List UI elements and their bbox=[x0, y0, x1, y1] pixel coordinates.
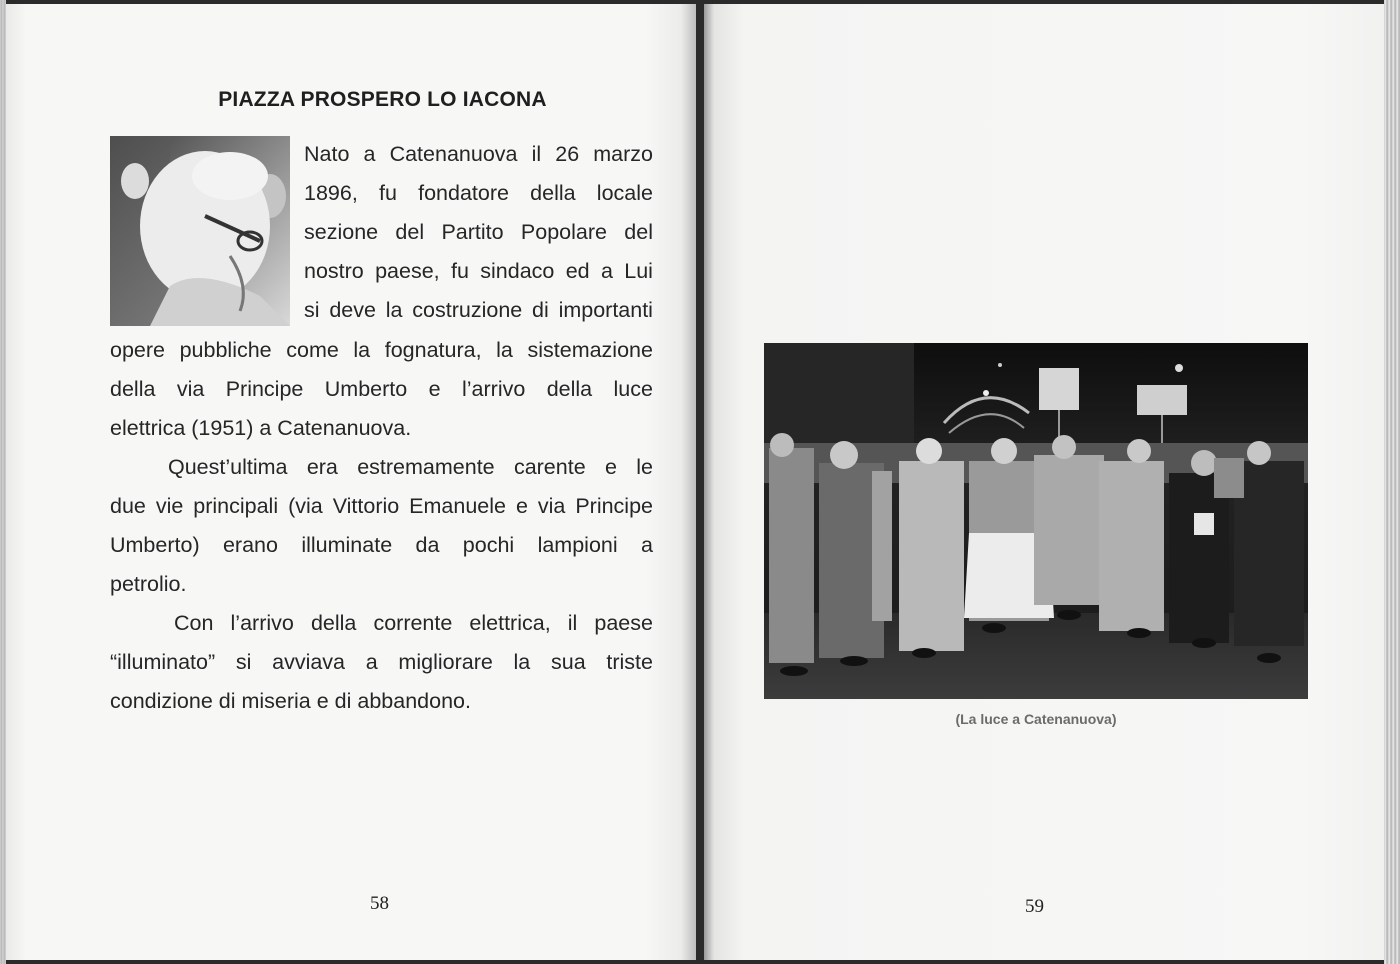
text-word: deve bbox=[329, 298, 376, 322]
text-word: l’arrivo bbox=[230, 611, 294, 635]
text-word: era bbox=[306, 455, 338, 479]
text-word: principali bbox=[193, 494, 279, 518]
text-word: la bbox=[496, 338, 513, 362]
text-word: “illuminato” bbox=[110, 650, 216, 674]
text-word: costruzione bbox=[412, 298, 523, 322]
text-word: della bbox=[310, 611, 357, 635]
text-line bbox=[304, 261, 653, 283]
text-word: e bbox=[428, 377, 441, 401]
text-word: a bbox=[365, 650, 378, 674]
text-word: fu bbox=[379, 181, 397, 205]
text-word: la bbox=[513, 650, 531, 674]
text-line bbox=[110, 379, 653, 401]
text-word: importanti bbox=[558, 298, 653, 322]
text-word: della bbox=[546, 377, 593, 401]
text-line bbox=[174, 613, 653, 635]
text-word: della bbox=[110, 377, 156, 401]
text-line bbox=[110, 652, 653, 674]
text-word: del bbox=[624, 220, 653, 244]
text-word: Quest’ultima bbox=[168, 455, 288, 479]
text-word: Lui bbox=[624, 259, 653, 283]
text-line bbox=[110, 340, 653, 362]
text-word: 1896, bbox=[304, 181, 358, 205]
text-word: paese bbox=[594, 611, 653, 635]
page-number-right: 59 bbox=[1025, 896, 1044, 917]
page-title: PIAZZA PROSPERO LO IACONA bbox=[218, 88, 547, 111]
text-word: Partito bbox=[441, 220, 504, 244]
text-word: nostro bbox=[304, 259, 364, 283]
page-edge-right bbox=[1384, 0, 1400, 964]
portrait-photo bbox=[110, 136, 290, 326]
text-word: sindaco bbox=[480, 259, 555, 283]
text-word: carente bbox=[513, 455, 586, 479]
text-word: lampioni bbox=[537, 533, 618, 557]
text-word: sistemazione bbox=[527, 338, 653, 362]
text-word: erano bbox=[222, 533, 278, 557]
text-word: la bbox=[353, 338, 371, 362]
text-line bbox=[304, 222, 653, 244]
text-word: la bbox=[385, 298, 403, 322]
text-word: pochi bbox=[462, 533, 515, 557]
text-word: Umberto bbox=[324, 377, 408, 401]
text-line: petrolio. bbox=[110, 572, 187, 596]
text-word: sezione bbox=[304, 220, 379, 244]
text-word: elettrica, bbox=[469, 611, 551, 635]
text-word: estremamente bbox=[357, 455, 495, 479]
text-word: vie bbox=[155, 494, 184, 518]
text-line bbox=[304, 300, 653, 322]
text-word: del bbox=[395, 220, 425, 244]
text-word: sua bbox=[550, 650, 586, 674]
text-word: Catenanuova bbox=[389, 142, 518, 166]
text-word: fu bbox=[450, 259, 469, 283]
text-word: Vittorio bbox=[332, 494, 400, 518]
page-number-left: 58 bbox=[370, 893, 389, 914]
text-word: pubbliche bbox=[179, 338, 272, 362]
text-word: via bbox=[176, 377, 205, 401]
photo-caption: (La luce a Catenanuova) bbox=[955, 711, 1117, 727]
text-word: il bbox=[567, 611, 578, 635]
text-word: e bbox=[604, 455, 617, 479]
text-word: il bbox=[531, 142, 542, 166]
text-line: elettrica (1951) a Catenanuova. bbox=[110, 416, 412, 440]
text-word: a bbox=[641, 533, 653, 557]
text-word: opere bbox=[110, 338, 165, 362]
text-word: via bbox=[537, 494, 566, 518]
text-word: migliorare bbox=[398, 650, 493, 674]
text-line bbox=[304, 183, 653, 205]
text-word: triste bbox=[606, 650, 653, 674]
text-word: e bbox=[515, 494, 528, 518]
historical-photo bbox=[764, 343, 1308, 699]
text-word: ed bbox=[565, 259, 590, 283]
text-word: locale bbox=[596, 181, 653, 205]
text-word: luce bbox=[613, 377, 653, 401]
text-word: 26 bbox=[555, 142, 580, 166]
text-word: come bbox=[286, 338, 339, 362]
text-word: illuminate bbox=[301, 533, 393, 557]
text-word: di bbox=[532, 298, 549, 322]
text-word: a bbox=[600, 259, 613, 283]
text-line bbox=[110, 496, 653, 518]
text-word: a bbox=[363, 142, 376, 166]
text-word: della bbox=[530, 181, 576, 205]
text-line bbox=[110, 535, 653, 557]
text-word: Nato bbox=[304, 142, 350, 166]
text-word: l’arrivo bbox=[461, 377, 526, 401]
text-word: fondatore bbox=[418, 181, 509, 205]
text-word: (via bbox=[288, 494, 323, 518]
text-word: Popolare bbox=[520, 220, 607, 244]
text-line bbox=[168, 457, 653, 479]
text-word: paese, bbox=[375, 259, 440, 283]
text-word: Principe bbox=[575, 494, 653, 518]
text-word: si bbox=[304, 298, 320, 322]
text-word: avviava bbox=[272, 650, 346, 674]
text-word: Con bbox=[174, 611, 214, 635]
text-word: corrente bbox=[373, 611, 453, 635]
text-word: fognatura, bbox=[384, 338, 482, 362]
text-word: Principe bbox=[225, 377, 304, 401]
text-line: condizione di miseria e di abbandono. bbox=[110, 689, 471, 713]
text-word: Emanuele bbox=[409, 494, 506, 518]
text-word: Umberto) bbox=[110, 533, 200, 557]
text-word: da bbox=[415, 533, 440, 557]
text-word: le bbox=[636, 455, 653, 479]
text-word: due bbox=[110, 494, 146, 518]
text-word: marzo bbox=[593, 142, 653, 166]
text-line bbox=[304, 144, 653, 166]
text-word: si bbox=[235, 650, 252, 674]
